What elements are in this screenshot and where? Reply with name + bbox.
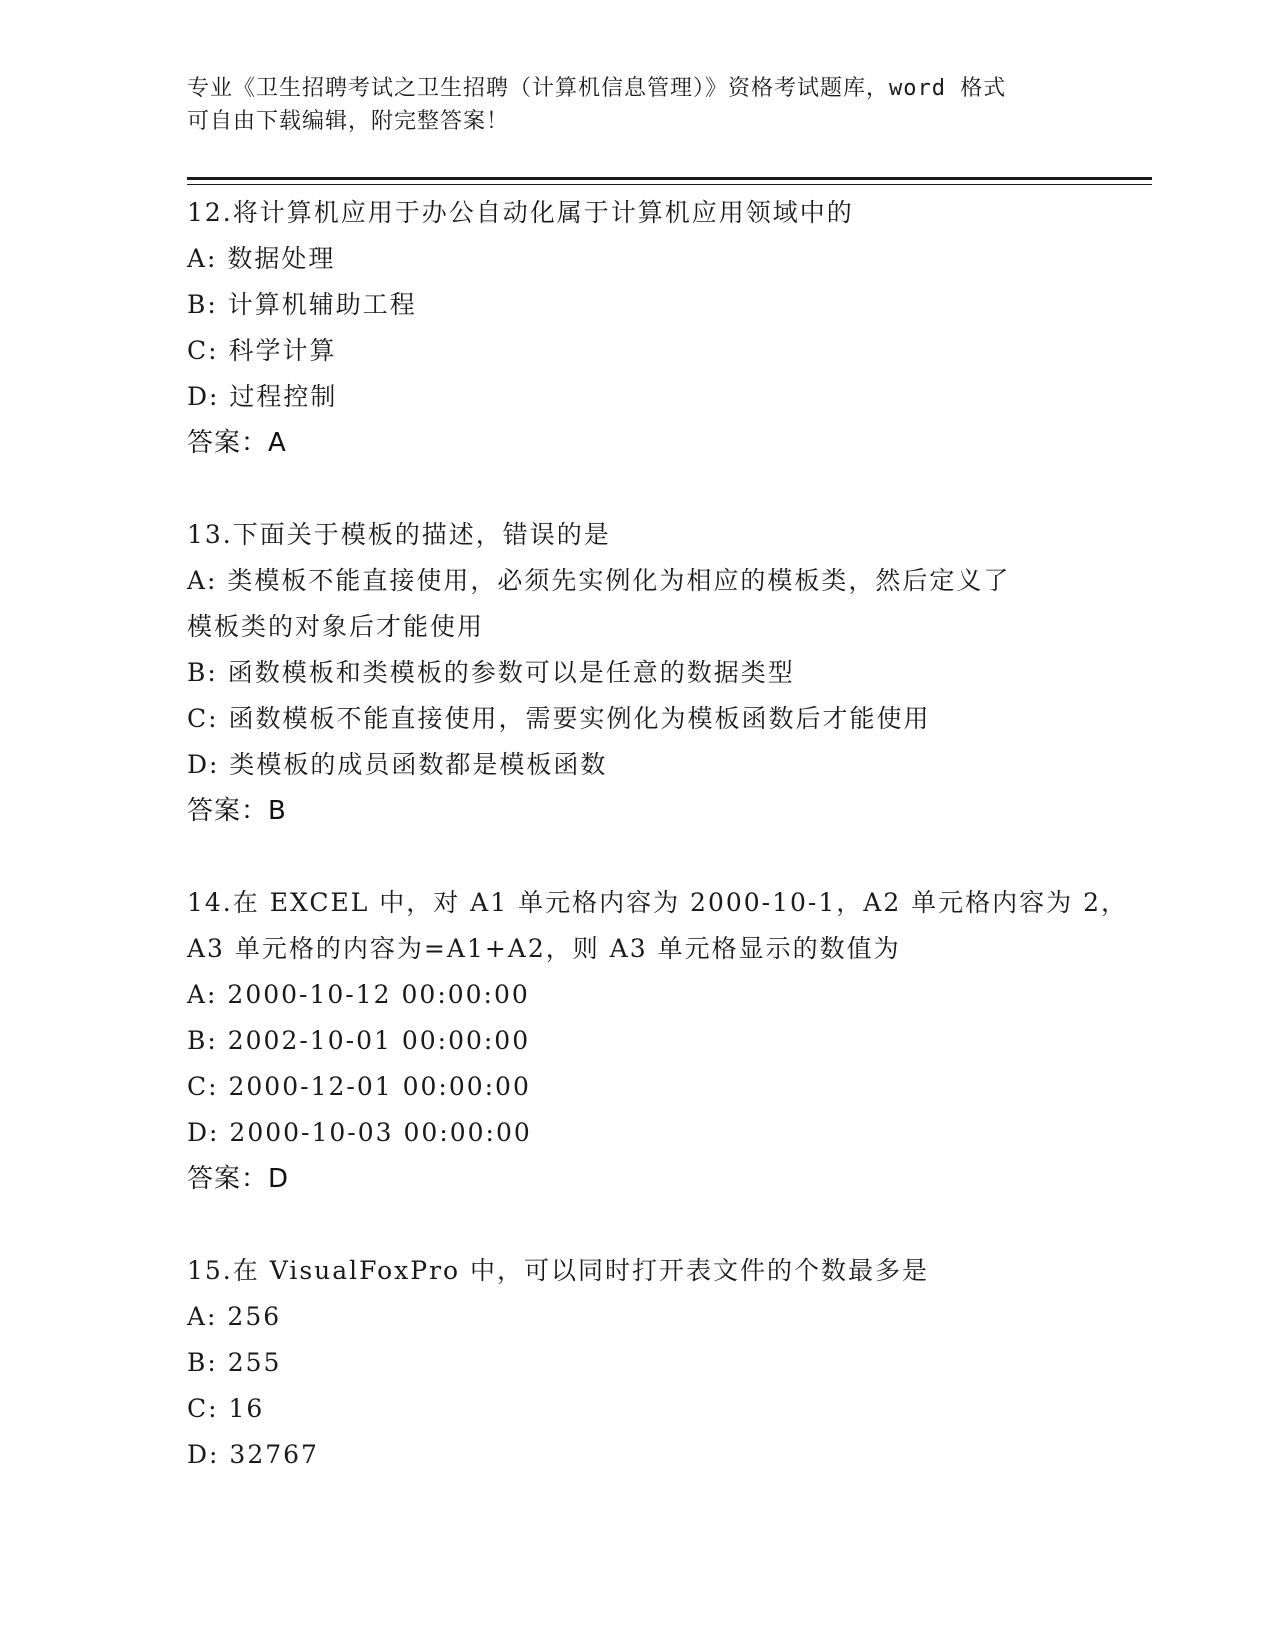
option-b: B: 2002-10-01 00:00:00 xyxy=(187,1026,531,1055)
option-a: A: 2000-10-12 00:00:00 xyxy=(187,980,530,1009)
option-b: B: 255 xyxy=(187,1348,282,1377)
question-stem: 13.下面关于模板的描述，错误的是 xyxy=(187,520,611,549)
question-item xyxy=(187,512,1087,834)
header-divider-thin xyxy=(187,184,1152,185)
option-d: D: 过程控制 xyxy=(187,382,338,411)
header-divider-thick xyxy=(187,177,1152,180)
question-item xyxy=(187,190,1087,466)
header-line-2: 可自由下载编辑，附完整答案！ xyxy=(187,109,510,134)
question-stem: 15.在 VisualFoxPro 中，可以同时打开表文件的个数最多是 xyxy=(187,1256,930,1285)
header-note xyxy=(187,72,1087,138)
header-line-1: 专业《卫生招聘考试之卫生招聘（计算机信息管理）》资格考试题库，word 格式 xyxy=(187,76,1007,101)
question-stem-continued: A3 单元格的内容为=A1+A2，则 A3 单元格显示的数值为 xyxy=(187,934,901,963)
question-stem: 12.将计算机应用于办公自动化属于计算机应用领域中的 xyxy=(187,198,854,227)
answer-text: 答案：D xyxy=(187,1164,290,1194)
option-b: B: 计算机辅助工程 xyxy=(187,290,417,319)
option-b: B: 函数模板和类模板的参数可以是任意的数据类型 xyxy=(187,658,795,687)
option-d: D: 2000-10-03 00:00:00 xyxy=(187,1118,532,1147)
question-stem: 14.在 EXCEL 中，对 A1 单元格内容为 2000-10-1，A2 单元格内容为 2， xyxy=(187,888,1129,917)
answer-text: 答案：A xyxy=(187,428,287,458)
option-a: A: 类模板不能直接使用，必须先实例化为相应的模板类，然后定义了 xyxy=(187,566,1011,595)
question-item xyxy=(187,1248,1087,1478)
option-d: D: 32767 xyxy=(187,1440,319,1469)
option-d: D: 类模板的成员函数都是模板函数 xyxy=(187,750,608,779)
option-a: A: 数据处理 xyxy=(187,244,336,273)
option-c: C: 函数模板不能直接使用，需要实例化为模板函数后才能使用 xyxy=(187,704,931,733)
option-a-continued: 模板类的对象后才能使用 xyxy=(187,612,485,641)
option-c: C: 2000-12-01 00:00:00 xyxy=(187,1072,531,1101)
answer-text: 答案：B xyxy=(187,796,287,826)
question-item xyxy=(187,880,1129,1202)
question-list xyxy=(187,190,1129,1524)
option-a: A: 256 xyxy=(187,1302,282,1331)
option-c: C: 科学计算 xyxy=(187,336,337,365)
option-c: C: 16 xyxy=(187,1394,265,1423)
